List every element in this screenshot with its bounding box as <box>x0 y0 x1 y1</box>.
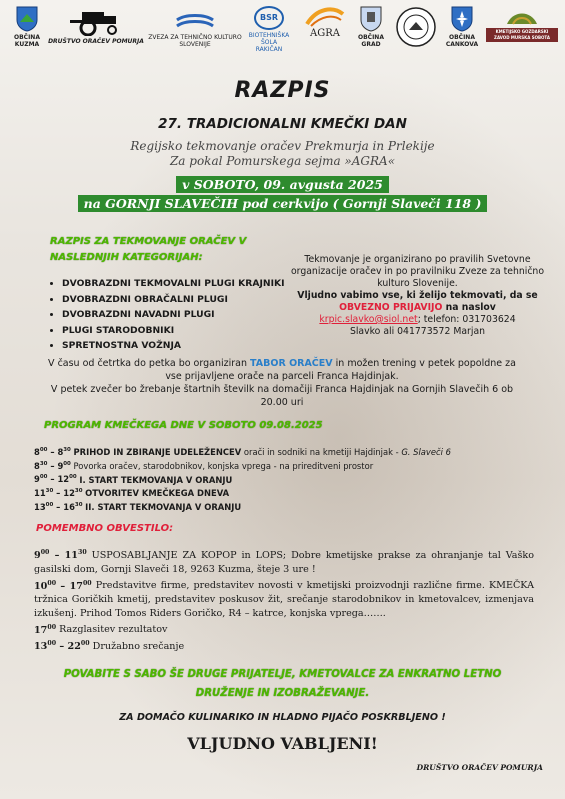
notice-time-3: $17^{00}$ <box>34 623 57 636</box>
pomurje-seal-logo <box>394 6 438 50</box>
page-title: RAZPIS <box>234 78 331 103</box>
agra-swoosh-icon <box>305 6 345 28</box>
grad-logo <box>354 6 388 48</box>
program-row <box>34 458 534 472</box>
rules-text: Tekmovanje je organizirano po pravilih Svetovne organizacije oračev in po pravilniku Zveze za tehnično kulturo Slovenije. <box>290 254 545 289</box>
registration-required: OBVEZNO PRIJAVIJO <box>339 302 443 313</box>
category-item: • DVOBRAZDNI NAVADNI PLUGI <box>62 307 296 323</box>
program-time: $8^{30} - 9^{00}$ <box>34 460 71 471</box>
program-row <box>34 499 534 513</box>
notice-text-2: Predstavitve firme, predstavitev novosti v kmetijski proizvodnji različne firme. KMEČKA tržnica Goričkih kmetij, predstavitev poskusov žit, srečanje starodobnikov in kmetovalcev, izmenjava izkušenj. Prihod Tomos Riders Goričko, R4 – katrce, konjska vprega……. <box>34 580 535 619</box>
event-place-text: na GORNJI SLAVEČIH pod cerkvijo ( Gornji Slaveči 118 ) <box>78 195 488 212</box>
camp-line <box>42 357 522 383</box>
seal-icon <box>395 6 437 48</box>
grad-label: OBČINA GRAD <box>358 34 384 48</box>
notice-row-training <box>34 546 534 576</box>
cup-line: Za pokal Pomurskega sejma »AGRA« <box>169 154 396 168</box>
cankova-logo <box>443 6 481 48</box>
categories-heading-line1: RAZPIS ZA TEKMOVANJE ORAČEV V <box>50 236 247 247</box>
notice-text-1: USPOSABLJANJE ZA KOPOP in LOPS; Dobre kmetijske prakse za ohranjanje tal Vaško gasilski dom, Gornji Slaveči 18, 9263 Kuzma, šteje 3 ure ! <box>34 550 534 575</box>
food-line: ZA DOMAČO KULINARIKO IN HLADNO PIJAČO POSKRBLJENO ! <box>119 712 446 723</box>
categories-heading-line2: NASLEDNJIH KATEGORIJAH: <box>50 252 203 263</box>
notice-heading: POMEMBNO OBVESTILO: <box>36 523 174 534</box>
kuzma-logo <box>10 6 44 48</box>
registration-address-label: na naslov <box>445 302 496 313</box>
program-row <box>34 444 534 458</box>
program-title: II. START TEKMOVANJA V ORANJU <box>85 501 242 512</box>
registration-text <box>290 290 545 314</box>
program-time: $13^{00} - 16^{30}$ <box>34 501 83 512</box>
notice-row-presentations <box>34 576 534 620</box>
rules-block <box>290 254 545 338</box>
kuzma-crest-icon <box>16 6 38 32</box>
program-title: I. START TEKMOVANJA V ORANJU <box>79 474 233 485</box>
grad-crest-icon <box>360 6 382 32</box>
program-desc: orači in sodniki na kmetiji Hajdinjak - <box>241 446 402 457</box>
zveza-label: ZVEZA ZA TEHNIČNO KULTURO SLOVENIJE <box>148 34 242 48</box>
categories-list <box>46 276 296 354</box>
program-location: G. Slaveči 6 <box>401 446 451 457</box>
drustvo-label: DRUŠTVO ORAČEV POMURJA <box>48 38 144 45</box>
ks-field-icon <box>505 6 539 26</box>
program-time: $9^{00} - 12^{00}$ <box>34 474 77 485</box>
program-time: $11^{30} - 12^{30}$ <box>34 488 83 499</box>
cankova-crest-icon <box>451 6 473 32</box>
registration-invite: Vljudno vabimo vse, ki želijo tekmovati, da se <box>297 290 538 301</box>
notice-time-4: $13^{00} - 22^{00}$ <box>34 640 90 653</box>
kuzma-label: OBČINA KUZMA <box>14 34 40 48</box>
category-item: • DVOBRAZDNI TEKMOVALNI PLUGI KRAJNIKI <box>62 276 296 292</box>
notice-text-3: Razglasitev rezultatov <box>59 624 168 636</box>
program-title: OTVORITEV KMEČKEGA DNEVA <box>85 488 230 499</box>
event-place <box>0 196 565 211</box>
draw-text: V petek zvečer bo žrebanje štartnih številk na domačiji Franca Hajdinjak na Gornjih Slavečih 6 ob 20.00 uri <box>50 384 514 408</box>
camp-text-b: in možen trening v petek popoldne za vse prijavljene orače na parceli Franca Hajdinjak. <box>165 358 516 382</box>
bsr-mark: BSR <box>254 6 284 30</box>
program-desc: Povorka oračev, starodobnikov, konjska vprega - na prireditveni prostor <box>73 460 374 471</box>
email-link[interactable]: krpic.slavko@siol.net <box>319 314 418 325</box>
invite-line-2: DRUŽENJE IN IZOBRAŽEVANJE. <box>195 688 370 699</box>
program-list <box>34 444 534 513</box>
program-heading: PROGRAM KMEČKEGA DNE V SOBOTO 09.08.2025 <box>44 420 323 431</box>
zveza-wave-icon <box>175 12 215 32</box>
category-item: • PLUGI STARODOBNIKI <box>62 323 296 339</box>
contact-text: Slavko ali 041773572 Marjan <box>349 326 486 337</box>
program-time: $8^{00} - 8^{30}$ <box>34 446 71 457</box>
cankova-label: OBČINA CANKOVA <box>445 34 479 48</box>
categories-heading <box>50 236 290 263</box>
bsr-logo <box>248 6 290 53</box>
notice-time-2: $10^{00} - 17^{00}$ <box>34 579 92 592</box>
tractor-icon <box>68 6 124 36</box>
phone-text: ; telefon: 031703624 <box>417 314 516 325</box>
logo-strip <box>0 0 565 68</box>
notice-row-social <box>34 637 534 654</box>
notice-text-4: Družabno srečanje <box>92 641 185 653</box>
camp-text-a: V času od četrtka do petka bo organiziran <box>48 358 247 369</box>
category-item: • SPRETNOSTNA VOŽNJA <box>62 338 296 354</box>
program-title: PRIHOD IN ZBIRANJE UDELEŽENCEV <box>73 446 242 457</box>
camp-highlight: TABOR ORAČEV <box>250 358 333 369</box>
notice-block <box>34 546 534 654</box>
agra-logo <box>300 6 350 38</box>
event-subtitle: 27. TRADICIONALNI KMEČKI DAN <box>158 116 407 132</box>
invite-line-1: POVABITE S SABO ŠE DRUGE PRIJATELJE, KMETOVALCE ZA ENKRATNO LETNO <box>63 669 502 680</box>
signature: DRUŠTVO ORAČEV POMURJA <box>416 763 543 772</box>
zveza-logo <box>140 12 250 48</box>
bsr-label: BIOTEHNIŠKA ŠOLA RAKIČAN <box>248 32 290 53</box>
notice-time-1: $9^{00} - 11^{30}$ <box>34 549 87 562</box>
program-row <box>34 472 534 486</box>
event-date <box>0 177 565 192</box>
drustvo-logo <box>48 6 144 45</box>
program-row <box>34 485 534 499</box>
welcome-line: VLJUDNO VABLJENI! <box>187 734 378 753</box>
notice-row-results <box>34 620 534 637</box>
category-item: • DVOBRAZDNI OBRAČALNI PLUGI <box>62 292 296 308</box>
agra-label: AGRA <box>310 28 340 39</box>
event-date-text: v SOBOTO, 09. avgusta 2025 <box>176 176 389 193</box>
ks-logo <box>486 6 558 42</box>
ks-label: KMETIJSKO GOZDARSKI ZAVOD MURSKA SOBOTA <box>486 28 558 42</box>
camp-block <box>42 357 522 409</box>
competition-line: Regijsko tekmovanje oračev Prekmurja in Prlekije <box>130 139 435 153</box>
